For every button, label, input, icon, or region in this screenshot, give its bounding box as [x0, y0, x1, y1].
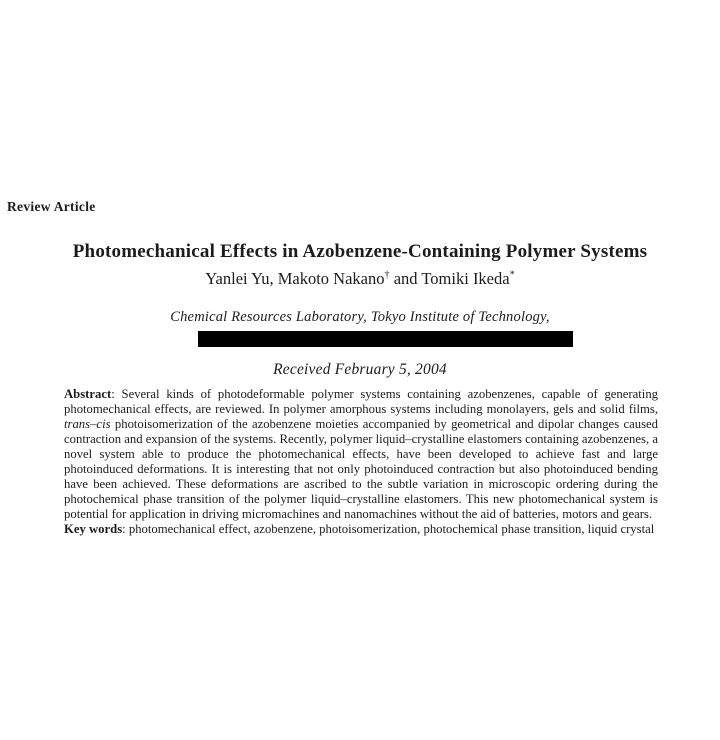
affiliation-line: Chemical Resources Laboratory, Tokyo Institute of Technology,	[170, 309, 550, 325]
paper-title: Photomechanical Effects in Azobenzene-Containing Polymer Systems	[72, 240, 648, 262]
redaction-bar	[198, 331, 573, 347]
received-date: Received February 5, 2004	[273, 361, 447, 378]
abstract-text-part1: Several kinds of photodeformable polymer systems containing azobenzenes, capable of generating photomechanical effects, are reviewed. In polymer amorphous systems including monolayers, gels and solid films,	[64, 387, 659, 416]
abstract-label: Abstract	[64, 387, 112, 401]
author-group-2: and Tomiki Ikeda	[389, 269, 510, 288]
abstract-text-part2: photoisomerization of the azobenzene moieties accompanied by geometrical and dipolar changes caused contraction and expansion of the systems. Recently, polymer liquid–crystalline elastomers containing azobenzenes, a novel system able to produce the photomechanical effects, have been developed to achieve fast and large photoinduced deformations. It is interesting that not only photoinduced contraction but also photoinduced bending have been achieved. These deformations are ascribed to the subtle variation in microscopic ordering during the photochemical phase transition of the polymer liquid–crystalline elastomers. This new photomechanical system is potential for application in driving micromachines and nanomachines without the aid of batteries, motors and gears.	[64, 417, 658, 521]
keywords-label: Key words	[64, 522, 123, 536]
dagger-superscript: †	[384, 269, 390, 281]
abstract-italic-phrase: trans–cis	[64, 417, 111, 431]
abstract-colon: :	[111, 387, 122, 401]
author-group-1: Yanlei Yu, Makoto Nakano	[205, 269, 385, 288]
author-line	[0, 269, 720, 289]
asterisk-superscript: *	[509, 269, 515, 281]
keywords-paragraph	[64, 522, 658, 537]
keywords-text: photomechanical effect, azobenzene, photoisomerization, photochemical phase transition, liquid crystal	[128, 522, 655, 536]
keywords-colon: :	[122, 522, 129, 536]
section-label: Review Article	[7, 199, 96, 214]
abstract-paragraph	[64, 387, 658, 522]
abstract-section	[64, 387, 658, 537]
